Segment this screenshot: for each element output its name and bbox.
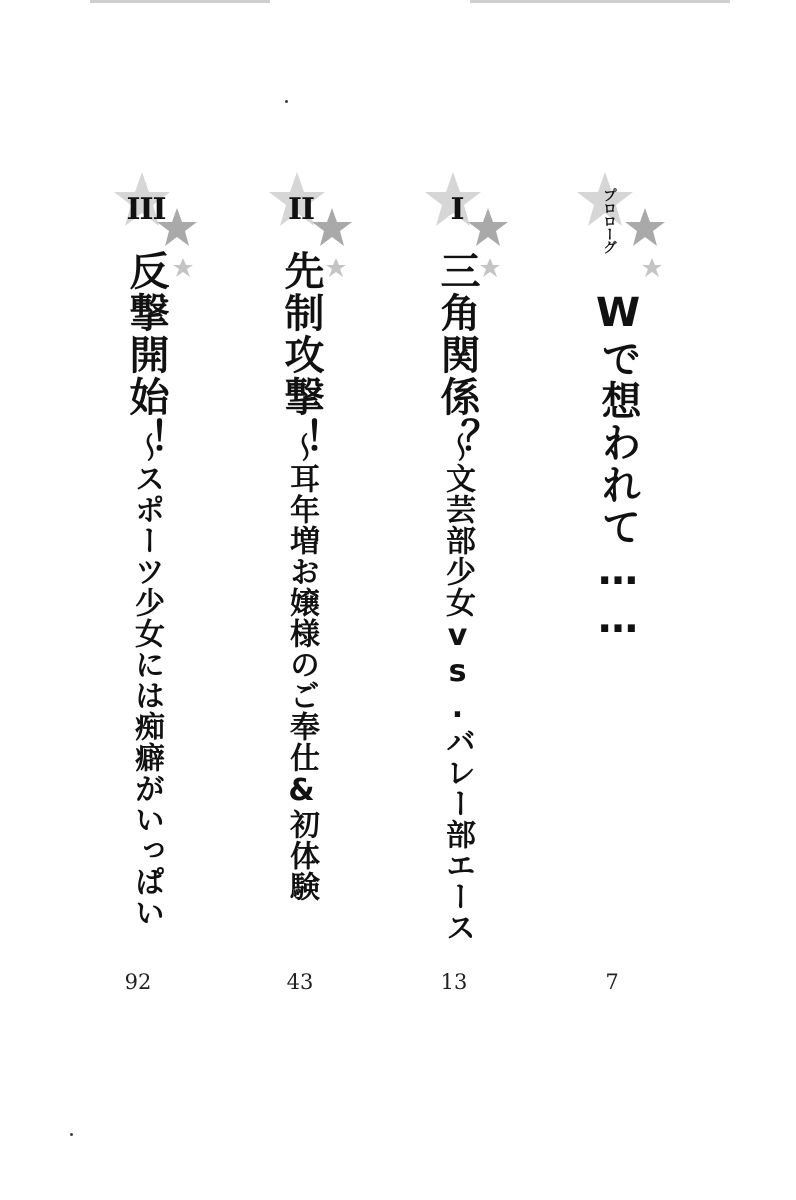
chapter-subtitle: ～耳年増お嬢様のご奉仕&初体験 (284, 432, 319, 902)
chapter-label: III (126, 192, 166, 227)
page-number: 7 (605, 970, 619, 994)
star-icon (625, 208, 665, 246)
page-number: 43 (286, 970, 314, 994)
star-icon (326, 258, 346, 277)
chapter-subtitle: ～文芸部少女vs.バレー部エース (440, 432, 475, 943)
chapter-subtitle: ～スポーツ少女には痴癖がいっぱい (129, 432, 164, 928)
star-icon (173, 258, 193, 277)
scan-mark-right (470, 0, 730, 3)
star-icon (480, 258, 500, 277)
chapter-label: II (287, 192, 315, 227)
chapter-prologue (575, 170, 675, 1030)
chapter-label: I (450, 192, 464, 227)
star-cluster-icon (575, 170, 675, 280)
chapter-title[interactable]: 三角関係？ (434, 250, 480, 460)
scan-mark-left (90, 0, 270, 3)
chapter-3 (107, 170, 207, 1030)
chapter-title[interactable]: 反撃開始！ (123, 250, 169, 460)
page-number: 92 (124, 970, 152, 994)
chapter-title[interactable]: 先制攻撃！ (278, 250, 324, 460)
chapter-title[interactable]: Wで想われて…… (595, 290, 641, 644)
chapter-label: プロローグ (601, 188, 617, 253)
chapter-1 (418, 170, 518, 1030)
scan-speck (70, 1133, 73, 1136)
scan-speck (285, 100, 288, 103)
page-number: 13 (440, 970, 468, 994)
star-icon (642, 258, 662, 277)
chapter-2 (262, 170, 362, 1030)
